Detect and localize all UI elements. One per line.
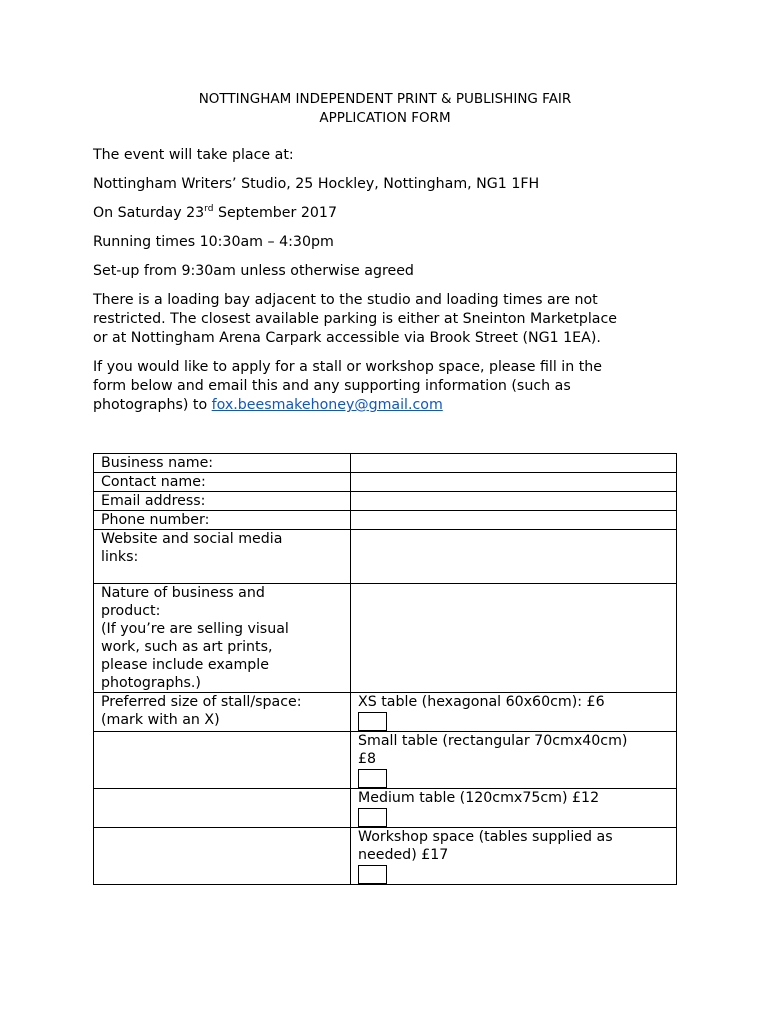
option-label: Workshop space (tables supplied as [358, 829, 613, 845]
loading-line: There is a loading bay adjacent to the studio and loading times are not [93, 292, 598, 308]
apply-line: form below and email this and any supporting information (such as [93, 378, 571, 394]
empty-cell [94, 828, 351, 885]
business-name-field[interactable] [351, 454, 677, 473]
size-label [94, 693, 351, 732]
table-row [94, 584, 677, 693]
loading-line: restricted. The closest available parking is either at Sneinton Marketplace [93, 311, 617, 327]
table-row [94, 732, 677, 789]
loading-line: or at Nottingham Arena Carpark accessible via Brook Street (NG1 1EA). [93, 330, 601, 346]
event-date-text [93, 204, 683, 223]
nature-label-line: please include example [101, 657, 269, 673]
empty-cell [94, 732, 351, 789]
form-title-line-1: NOTTINGHAM INDEPENDENT PRINT & PUBLISHING FAIR [198, 91, 572, 107]
table-row [94, 454, 677, 473]
setup-text: Set-up from 9:30am unless otherwise agreed [93, 263, 414, 279]
table-row [94, 693, 677, 732]
nature-label-line: product: [101, 603, 161, 619]
table-row [94, 828, 677, 885]
event-intro-text: The event will take place at: [93, 147, 294, 163]
option-xs-table [351, 693, 677, 732]
contact-name-field[interactable] [351, 473, 677, 492]
phone-number-field[interactable] [351, 511, 677, 530]
business-name-label: Business name: [94, 454, 351, 473]
option-workshop-space [351, 828, 677, 885]
table-row [94, 511, 677, 530]
table-row [94, 530, 677, 584]
application-table [93, 453, 677, 885]
email-address-field[interactable] [351, 492, 677, 511]
website-label-line: Website and social media [101, 531, 283, 547]
nature-label-line: Nature of business and [101, 585, 265, 601]
size-label-line: Preferred size of stall/space: [101, 694, 302, 710]
nature-field[interactable] [351, 584, 677, 693]
nature-label [94, 584, 351, 693]
nature-label-line: photographs.) [101, 675, 201, 691]
contact-name-label: Contact name: [94, 473, 351, 492]
nature-label-line: (If you’re are selling visual [101, 621, 289, 637]
apply-last-prefix: photographs) to [93, 397, 212, 413]
option-small-table [351, 732, 677, 789]
apply-paragraph [93, 358, 683, 415]
date-ordinal: rd [204, 204, 214, 214]
option-label: £8 [358, 751, 377, 767]
running-times-text: Running times 10:30am – 4:30pm [93, 234, 334, 250]
website-field[interactable] [351, 530, 677, 584]
apply-line [93, 396, 683, 415]
website-label [94, 530, 351, 584]
table-row [94, 789, 677, 828]
form-title-line-2: APPLICATION FORM [319, 110, 451, 126]
apply-line: If you would like to apply for a stall or workshop space, please fill in the [93, 359, 603, 375]
phone-number-label: Phone number: [94, 511, 351, 530]
option-label: needed) £17 [358, 847, 449, 863]
small-table-checkbox[interactable] [358, 769, 387, 788]
date-prefix: On Saturday 23 [93, 205, 205, 221]
table-row [94, 473, 677, 492]
option-medium-table [351, 789, 677, 828]
table-row [94, 492, 677, 511]
email-address-label: Email address: [94, 492, 351, 511]
option-label: XS table (hexagonal 60x60cm): £6 [358, 694, 605, 710]
xs-table-checkbox[interactable] [358, 712, 387, 731]
option-label: Medium table (120cmx75cm) £12 [358, 790, 600, 806]
email-link[interactable]: fox.beesmakehoney@gmail.com [211, 397, 443, 413]
workshop-space-checkbox[interactable] [358, 865, 387, 884]
empty-cell [94, 789, 351, 828]
option-label: Small table (rectangular 70cmx40cm) [358, 733, 628, 749]
date-suffix: September 2017 [213, 205, 337, 221]
medium-table-checkbox[interactable] [358, 808, 387, 827]
size-label-line: (mark with an X) [101, 712, 220, 728]
loading-paragraph [93, 291, 683, 348]
nature-label-line: work, such as art prints, [101, 639, 273, 655]
website-label-line: links: [101, 549, 139, 565]
venue-text: Nottingham Writers’ Studio, 25 Hockley, Nottingham, NG1 1FH [93, 176, 540, 192]
